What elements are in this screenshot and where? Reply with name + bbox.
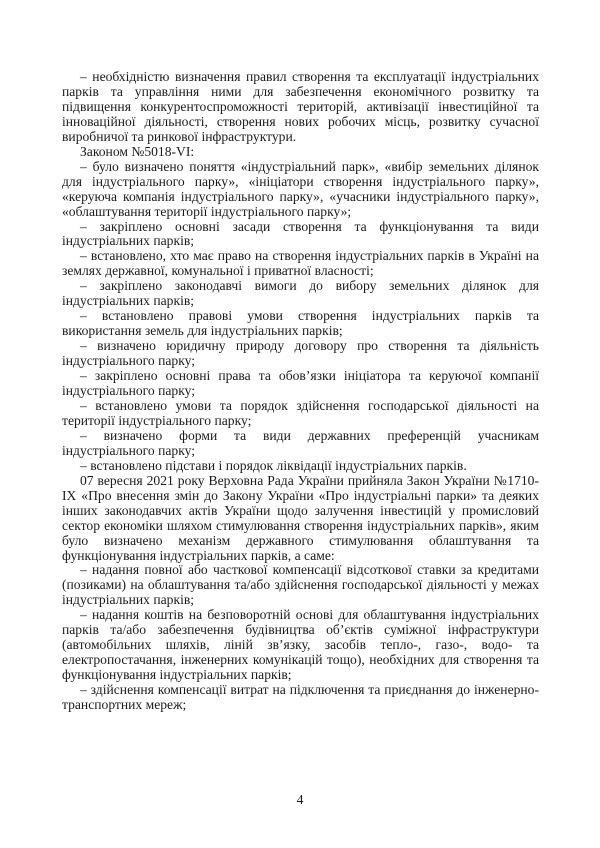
list-item: – встановлено умови та порядок здійснення господарської діяльності на території індустріального парку; — [62, 397, 539, 428]
list-item: – надання коштів на безповоротній основі для облаштування індустріальних парків та/або забезпечення будівництва об’єктів суміжної інфраструктури (автомобільних шляхів, ліній зв’язку, засобів тепло-, газо-, водо- та електропостачання, інженерних комунікацій тощо), необхідних для створення та функціонування індустріальних парків; — [62, 607, 539, 683]
list-item: – закріплено основні засади створення та функціонування та види індустріальних парків; — [62, 218, 539, 249]
list-item: – визначено юридичну природу договору про створення та діяльність індустріального парку; — [62, 338, 539, 369]
list-item: – встановлено підстави і порядок ліквідації індустріальних парків. — [80, 457, 467, 473]
list-item: – здійснення компенсації витрат на підключення та приєднання до інженерно-транспортних мереж; — [62, 682, 539, 713]
list-item: – було визначено поняття «індустріальний парк», «вибір земельних ділянок для індустріального парку», «ініціатори створення індустріального парку», «керуюча компанія індустріального парку», «учасники індустріального парку», «облаштування території індустріального парку»; — [62, 158, 539, 219]
list-item: – закріплено основні права та обов’язки ініціатора та керуючої компанії індустріального парку; — [62, 368, 539, 399]
document-body — [62, 70, 539, 713]
list-item: – визначено форми та види державних преференцій учасникам індустріального парку; — [62, 427, 539, 458]
paragraph-law-1710: 07 вересня 2021 року Верховна Рада України прийняла Закон України №1710-IX «Про внесення змін до Закону України «Про індустріальні парки» та деяких інших законодавчих актів України щодо залучення інвестицій у промисловий сектор економіки шляхом стимулювання створення індустріальних парків», яким було визначено механізм державного стимулювання облаштування та функціонування індустріальних парків, а саме: — [62, 472, 539, 563]
list-item: – встановлено правові умови створення індустріальних парків та використання земель для індустріальних парків; — [62, 308, 539, 339]
paragraph-purpose: – необхідністю визначення правил створення та експлуатації індустріальних парків та управління ними для забезпечення економічного розвитку та підвищення конкурентоспроможності територій, активізації інвестиційної та інноваційної діяльності, створення нових робочих місць, розвитку сучасної виробничої та ринкової інфраструктури. — [62, 69, 539, 144]
list-item: – закріплено законодавчі вимоги до вибору земельних ділянок для індустріальних парків; — [62, 278, 539, 309]
list-item: – надання повної або часткової компенсації відсоткової ставки за кредитами (позиками) на облаштування та/або здійснення господарської діяльності у межах індустріальних парків; — [62, 562, 539, 608]
page-number: 4 — [296, 792, 304, 807]
list-item: – встановлено, хто має право на створення індустріальних парків в Україні на землях державної, комунальної і приватної власності; — [62, 248, 539, 279]
paragraph-law-5018-heading: Законом №5018-VI: — [80, 143, 195, 159]
